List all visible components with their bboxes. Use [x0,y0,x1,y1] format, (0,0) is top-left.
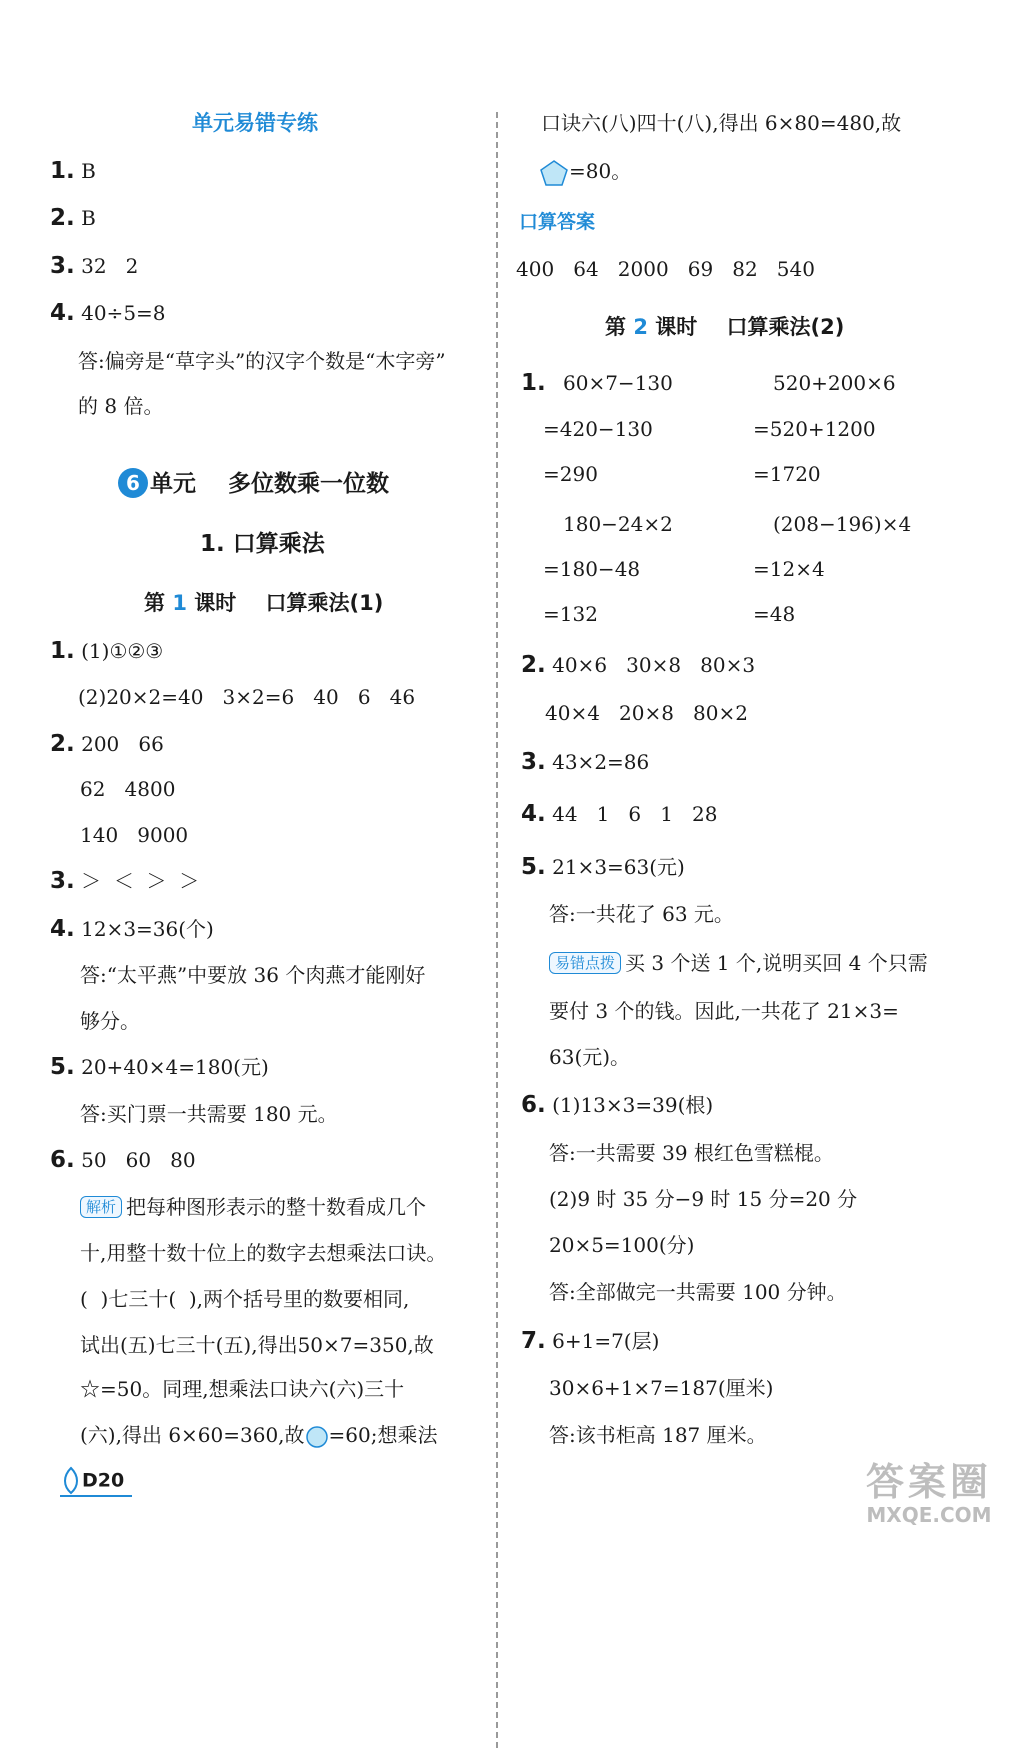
mistake-line: 易错点拨 买 3 个送 1 个,说明买回 4 个只需 [549,950,928,976]
analysis-line: =80。 [539,158,631,187]
analysis-line: 十,用整十数十位上的数字去想乘法口诀。 [80,1241,447,1265]
page-number: D20 [60,1466,124,1496]
calc-step: =290 [543,462,598,486]
calc-step: =132 [543,602,598,626]
analysis-line: 口诀六(八)四十(八),得出 6×80=480,故 [541,111,902,135]
question-text: 40×4 20×8 80×2 [545,701,748,725]
mistake-line: 63(元)。 [549,1045,631,1069]
question-text: (2)9 时 35 分−9 时 15 分=20 分 [549,1187,858,1211]
analysis-line: 试出(五)七三十(五),得出50×7=350,故 [80,1333,434,1357]
section-title: 单元易错专练 [192,111,318,135]
question: 6. (1)13×3=39(根) [521,1092,714,1118]
list-item: 4. 40÷5=8 [50,300,166,326]
chapter-title: 1. 口算乘法 [200,531,325,557]
unit-title: 6 单元 多位数乘一位数 [118,468,389,498]
answer-text: 的 8 倍。 [78,394,164,418]
calc-step: =1720 [753,462,821,486]
unit-badge: 6 [118,468,148,498]
oral-answers: 400 64 2000 69 82 540 [516,257,815,281]
question: 1. (1)①②③ [50,638,164,664]
answer-text: 答:“太平燕”中要放 36 个肉燕才能刚好 [80,963,426,987]
list-item: 1. B [50,158,96,184]
answer-text: 答:买门票一共需要 180 元。 [80,1102,338,1126]
calc-step: 60×7−130 [563,371,673,395]
question: 4. 44 1 6 1 28 [521,801,718,827]
leaf-icon [60,1470,82,1492]
question-text: 20×5=100(分) [549,1233,695,1257]
question: 5. 21×3=63(元) [521,854,685,880]
mistake-tag: 易错点拨 [549,952,621,974]
question: 5. 20+40×4=180(元) [50,1054,269,1080]
answer-text: 答:一共花了 63 元。 [549,902,734,926]
mistake-line: 要付 3 个的钱。因此,一共花了 21×3= [549,999,899,1023]
question: 2. 40×6 30×8 80×3 [521,652,756,678]
answer-text: 答:一共需要 39 根红色雪糕棍。 [549,1141,834,1165]
calc-step: =48 [753,602,796,626]
question: 3. 43×2=86 [521,749,650,775]
list-item: 2. B [50,205,96,231]
question: 4. 12×3=36(个) [50,916,214,942]
question: 3. ＞ ＜ ＞ ＞ [50,868,200,894]
answer-text: 答:该书柜高 187 厘米。 [549,1423,767,1447]
analysis-line: (六),得出 6×60=360,故 =60;想乘法 [80,1423,438,1447]
watermark-logo: 答案圈 MXQE.COM [865,1460,992,1527]
calc-step: (208−196)×4 [773,512,912,536]
analysis-line: ( )七三十( ),两个括号里的数要相同, [80,1287,410,1311]
question-text: 140 9000 [80,823,189,847]
calc-step: 520+200×6 [773,371,896,395]
calc-step: =420−130 [543,417,653,441]
question: 6. 50 60 80 [50,1147,196,1173]
column-divider [496,112,498,1748]
calc-step: =12×4 [753,557,825,581]
calc-step: =180−48 [543,557,641,581]
circle-icon [305,1423,329,1447]
question-text: 62 4800 [80,777,176,801]
answer-text: 够分。 [80,1009,140,1033]
list-item: 3. 32 2 [50,253,139,279]
analysis-line: 解析 把每种图形表示的整十数看成几个 [80,1194,426,1220]
lesson-title: 第 2 课时 口算乘法(2) [605,315,845,339]
calc-step: =520+1200 [753,417,876,441]
question: 2. 200 66 [50,731,164,757]
pentagon-icon [539,159,569,183]
star-icon: ☆ [80,1377,100,1401]
question-text: 30×6+1×7=187(厘米) [549,1376,774,1400]
question: 7. 6+1=7(层) [521,1328,660,1354]
oral-title: 口算答案 [519,211,596,233]
answer-text: 答:全部做完一共需要 100 分钟。 [549,1280,847,1304]
lesson-title: 第 1 课时 口算乘法(1) [144,591,384,615]
question: 1. [521,370,546,396]
answer-text: 答:偏旁是“草字头”的汉字个数是“木字旁” [78,349,446,373]
analysis-line: ☆=50。同理,想乘法口诀六(六)三十 [80,1377,405,1401]
question-text: (2)20×2=40 3×2=6 40 6 46 [78,685,416,709]
calc-step: 180−24×2 [563,512,673,536]
analysis-tag: 解析 [80,1196,122,1218]
